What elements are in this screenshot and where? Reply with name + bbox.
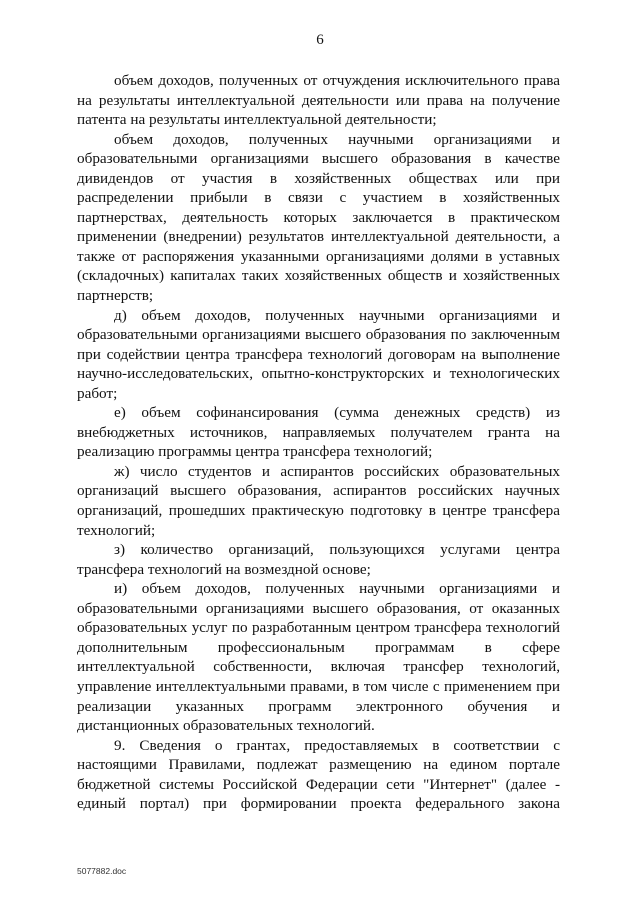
paragraph-item-e: е) объем софинансирования (сумма денежных средств) из внебюджетных источников, направляемых получателем гранта на реализацию программы центра трансфера технологий; — [77, 404, 560, 461]
paragraph-item-z: з) количество организаций, пользующихся услугами центра трансфера технологий на возмездной основе; — [77, 541, 560, 578]
paragraph-income-dividends: объем доходов, полученных научными организациями и образовательными организациями высшего образования в качестве дивидендов от участия в хозяйственных обществах или при распределении прибыли в связи с участием в хозяйственных партнерствах, деятельность которых заключается в практическом применении (внедрении) результатов интеллектуальной деятельности, а также от распоряжения указанными организациями долями в уставных (складочных) капиталах таких хозяйственных обществ и хозяйственных партнерств; — [77, 130, 560, 305]
document-file-code: 5077882.doc — [77, 866, 127, 876]
paragraph-item-zh: ж) число студентов и аспирантов российских образовательных организаций высшего образования, аспирантов российских научных организаций, прошедших практическую подготовку в центре трансфера технологий; — [77, 462, 560, 539]
paragraph-item-i: и) объем доходов, полученных научными организациями и образовательными организациями высшего образования, от оказанных образовательных услуг по разработанным центром трансфера технологий дополнительным профессиональным программам в сфере интеллектуальной собственности, включая трансфер технологий, управление интеллектуальными правами, в том числе с применением при реализации указанных программ электронного обучения и дистанционных образовательных технологий. — [77, 580, 560, 735]
paragraph-income-ip-alienation: объем доходов, полученных от отчуждения исключительного права на результаты интеллектуальной деятельности или права на получение патента на результаты интеллектуальной деятельности; — [77, 72, 560, 129]
paragraph-item-d: д) объем доходов, полученных научными организациями и образовательными организациями высшего образования по заключенным при содействии центра трансфера технологий договорам на выполнение научно-исследовательских, опытно-конструкторских и технологических работ; — [77, 306, 560, 402]
document-body — [77, 71, 560, 814]
page-number: 6 — [316, 32, 324, 48]
paragraph-section-9: 9. Сведения о грантах, предоставляемых в соответствии с настоящими Правилами, подлежат размещению на едином портале бюджетной системы Российской Федерации сети "Интернет" (далее - единый портал) при формировании проекта федерального закона — [77, 736, 560, 813]
